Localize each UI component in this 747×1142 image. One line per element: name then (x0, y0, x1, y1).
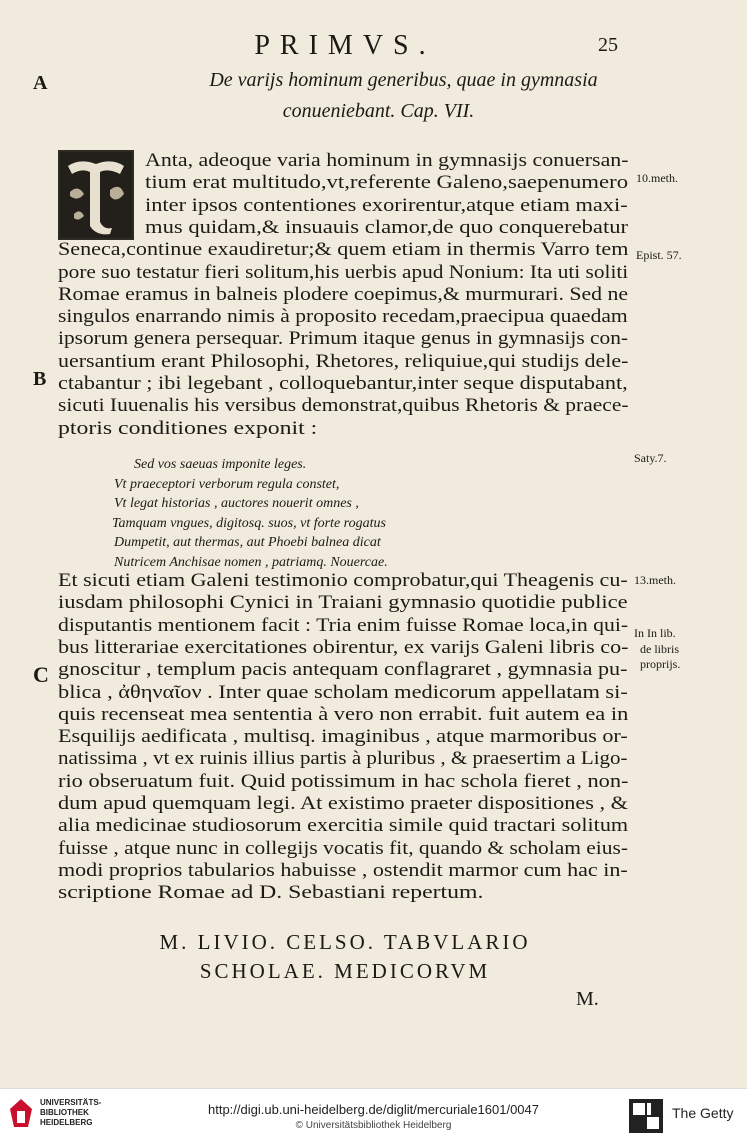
side-note-2: Epist. 57. (636, 248, 682, 262)
chapter-title-line1: De varijs hominum generibus, quae in gymnasia (209, 69, 598, 91)
text-line: ipsorum genera persequar. Primum itaque genus in gymnasijs con- (58, 328, 629, 350)
text-line: scriptione Romae ad D. Sebastiani repertum. (58, 882, 484, 904)
margin-letter-a: A (33, 72, 48, 94)
page-number: 25 (598, 34, 618, 56)
chapter-title-line2: conueniebant. Cap. VII. (282, 100, 475, 122)
ornament-initial-image (60, 152, 132, 238)
viewer-footer (0, 1088, 747, 1142)
permalink-url[interactable]: http://digi.ub.uni-heidelberg.de/diglit/mercuriale1601/0047 (208, 1102, 539, 1117)
library-name-line1: UNIVERSITÄTS- (40, 1098, 102, 1107)
decorated-initial-t (58, 150, 134, 240)
text-line: blica , ἀθηναῖον . Inter quae scholam medicorum appellatam si- (58, 681, 628, 703)
text-line: Tamquam vngues, digitosq. suos, vt forte rogatus (112, 515, 386, 531)
text-line: disputantis mentionem facit : Tria enim fuisse Romae loca,in qui- (58, 614, 629, 636)
text-line: Et sicuti etiam Galeni testimonio comprobatur,qui Theagenis cu- (58, 570, 628, 591)
text-line: Nutricem Anchisae nomen , patriamq. Nouercae. (114, 555, 388, 570)
text-line: ctabantur ; ibi legebant , colloquebantur,inter seque disputabant, (58, 373, 628, 394)
text-line: pore suo testatur fieri solitum,his uerbis apud Nonium: Ita uti soliti (58, 261, 629, 283)
text-line: mus quidam,& insuauis clamor,de quo conquerebatur (145, 216, 629, 238)
text-line: fuisse , atque nunc in collegijs vocatis fit, quando & scholam eius- (58, 837, 628, 859)
side-note-5a: In In lib. (634, 626, 676, 640)
side-note-3: Saty.7. (634, 451, 667, 465)
text-line: rio obseruatum fuit. Quid potissimum in hac schola fieret , non- (58, 770, 629, 792)
text-line: sicuti Iuuenalis his versibus demonstrat,quibus Rhetoris & praece- (58, 395, 629, 417)
text-line: dum apud quemquam legi. At existimo praeter dispositiones , & (58, 793, 629, 814)
inscription-line3: M. (576, 988, 599, 1010)
getty-logo-icon (629, 1099, 663, 1133)
text-line: iusdam philosophi Cynici in Traiani gymnasio quotidie publice (58, 592, 628, 614)
text-line: modi proprios tabularios habuisse , ostendit marmor cum hac in- (58, 859, 628, 881)
side-note-5c: proprijs. (640, 657, 681, 671)
text-line: singulos enarrando nimis à proposito recedam,praecipua quaedam (58, 306, 628, 328)
margin-letter-c: C (33, 662, 49, 687)
partner-name: The Getty (672, 1105, 734, 1121)
text-line: gnoscitur , templum pacis antequam conflagraret , gymnasia pu- (58, 659, 628, 681)
side-note-1: 10.meth. (636, 171, 678, 185)
inscription-line2: SCHOLAE. MEDICORVM (199, 959, 491, 983)
inscription-line1: M. LIVIO. CELSO. TABVLARIO (159, 930, 531, 954)
side-note-4: 13.meth. (634, 573, 676, 587)
side-note-5b: de libris (640, 642, 679, 656)
text-line: Anta, adeoque varia hominum in gymnasijs conuersan- (145, 150, 629, 171)
text-line: Seneca,continue exaudiretur;& quem etiam in thermis Varro tem (58, 239, 629, 261)
text-line: tium erat multitudo,vt,referente Galeno,saepenumero (145, 172, 629, 194)
text-line: Esquilijs aedificata , multisq. imaginibus , atque marmoribus or- (58, 726, 628, 748)
text-line: Sed vos saeuas imponite leges. (134, 457, 307, 472)
text-line: Romae eramus in balneis plodere coepimus,& murmurari. Sed ne (58, 283, 629, 305)
text-line: Dumpetit, aut thermas, aut Phoebi balnea dicat (114, 535, 381, 551)
text-line: inter ipsos contentiones exorirentur,atque etiam maxi- (145, 194, 628, 216)
text-line: uersantium erant Philosophi, Rhetores, reliquiue,qui studijs dele- (58, 350, 629, 372)
text-line: Vt legat historias , auctores nouerit omnes , (114, 496, 359, 512)
text-line: alia medicinae studiosorum exercitia simile quid tractari solitum (58, 815, 629, 837)
text-line: ptoris conditiones exponit : (58, 417, 318, 439)
text-line: bus litterariae exercitationes obirentur, ex varijs Galeni libris co- (58, 636, 629, 658)
text-line: natissima , vt ex ruinis illius partis à pluribus , & praesertim a Ligo- (58, 748, 628, 770)
text-line: Vt praeceptori verborum regula constet, (114, 476, 340, 492)
margin-letter-b: B (33, 368, 47, 390)
running-head: PRIMVS. (254, 30, 436, 61)
copyright-notice: © Universitätsbibliothek Heidelberg (295, 1120, 452, 1131)
text-line: quis recenseat mea sententia à vero non errabit. fuit autem ea in (58, 703, 629, 725)
library-name-line3: HEIDELBERG (40, 1118, 93, 1127)
library-name-line2: BIBLIOTHEK (40, 1108, 89, 1117)
